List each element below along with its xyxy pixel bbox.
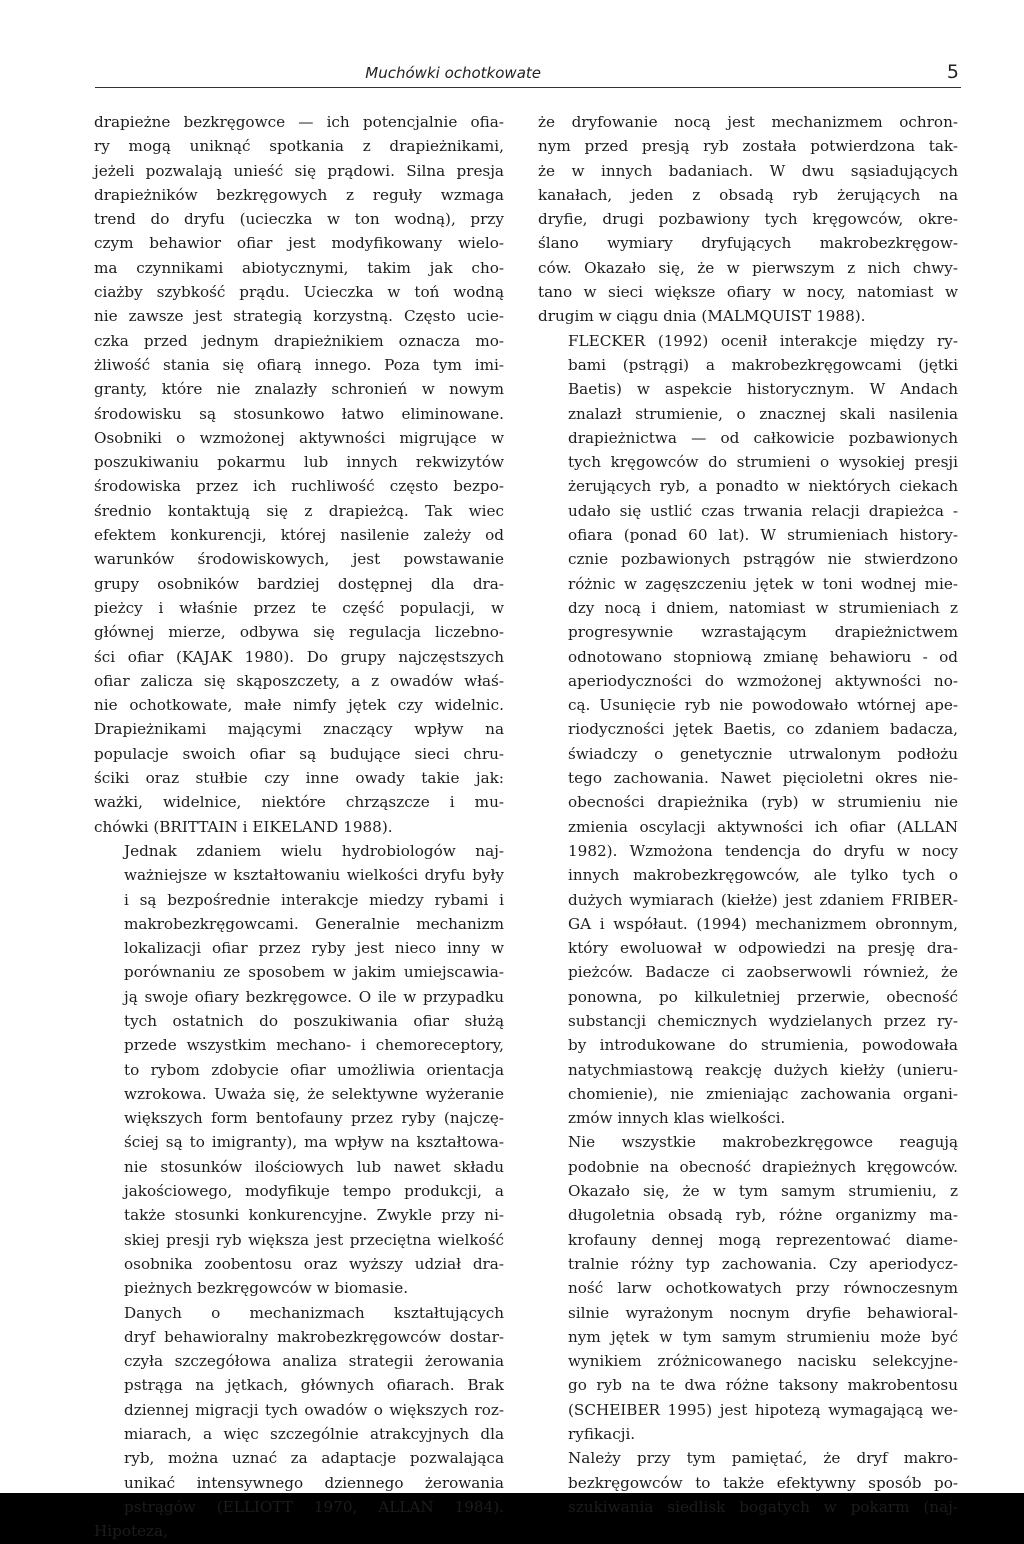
text-line: dużych wymiarach (kiełże) jest zdaniem FRIBER-	[568, 890, 958, 909]
text-line: Należy przy tym pamiętać, że dryf makro-	[568, 1449, 958, 1468]
text-line: tego zachowania. Nawet pięcioletni okres nie-	[568, 769, 958, 788]
text-line: ściej są to imigranty), ma wpływ na kształtowa-	[124, 1133, 504, 1152]
text-line: (SCHEIBER 1995) jest hipotezą wymagającą we-	[568, 1400, 958, 1419]
text-line: makrobezkręgowcami. Generalnie mechanizm	[124, 914, 504, 933]
paragraph	[94, 1301, 504, 1544]
text-line: GA i współaut. (1994) mechanizmem obronnym,	[568, 914, 958, 933]
text-line: znalazł strumienie, o znacznej skali nasilenia	[568, 404, 958, 423]
text-line: ważki, widelnice, niektóre chrząszcze i mu-	[94, 793, 504, 812]
text-line: ofiara (ponad 60 lat). W strumieniach history-	[568, 526, 958, 545]
page-number: 5	[946, 61, 959, 83]
text-line: tralnie różny typ zachowania. Czy aperiodycz-	[568, 1254, 958, 1273]
text-line: 1982). Wzmożona tendencja do dryfu w nocy	[568, 841, 958, 860]
text-line: czyła szczegółowa analiza strategii żerowania	[124, 1352, 504, 1371]
text-line: pieżców. Badacze ci zaobserwowli również, że	[568, 963, 958, 982]
text-line: ców. Okazało się, że w pierwszym z nich chwy-	[538, 258, 958, 277]
text-line: średnio kontaktują się z drapieżcą. Tak wiec	[94, 501, 504, 520]
text-line: FLECKER (1992) ocenił interakcje między ry-	[568, 331, 958, 350]
text-line: kanałach, jeden z obsadą ryb żerujących na	[538, 185, 958, 204]
text-line: ściki oraz stułbie czy inne owady takie jak:	[94, 769, 504, 788]
text-line: odnotowano stopniową zmianę behawioru - od	[568, 647, 958, 666]
text-line: chomienie), nie zmieniając zachowania organi-	[568, 1084, 958, 1103]
text-line: Danych o mechanizmach kształtujących	[124, 1303, 504, 1322]
text-line: że dryfowanie nocą jest mechanizmem ochron-	[538, 113, 958, 131]
text-line: i są bezpośrednie interakcje miedzy rybami i	[124, 890, 504, 909]
text-line: Baetis) w aspekcie historycznym. W Andach	[568, 380, 958, 399]
text-line: ma czynnikami abiotycznymi, takim jak cho-	[94, 258, 504, 277]
text-line: innych makrobezkręgowców, ale tylko tych o	[568, 866, 958, 885]
text-line: efektem konkurencji, której nasilenie zależy od	[94, 526, 504, 545]
text-line: ponowna, po kilkuletniej przerwie, obecność	[568, 987, 958, 1006]
text-line: głównej mierze, odbywa się regulacja liczebno-	[94, 623, 504, 642]
header-rule	[95, 87, 961, 88]
text-line: osobnika zoobentosu oraz wyższy udział dra-	[124, 1254, 504, 1273]
text-line: czka przed jednym drapieżnikiem oznacza mo-	[94, 331, 504, 350]
text-line: przede wszystkim mechano- i chemoreceptory,	[124, 1036, 504, 1055]
text-line: nie zawsze jest strategią korzystną. Często ucie-	[94, 307, 504, 326]
text-line: ślano wymiary dryfujących makrobezkręgow-	[538, 234, 958, 253]
text-line: drugim w ciągu dnia (MALMQUIST 1988).	[538, 307, 866, 326]
text-line: tych kręgowców do strumieni o wysokiej presji	[568, 453, 958, 472]
text-line: bezkręgowców to także efektywny sposób po-	[568, 1473, 958, 1492]
text-line: Okazało się, że w tym samym strumieniu, z	[568, 1182, 958, 1201]
left-column	[94, 110, 504, 1544]
text-line: ważniejsze w kształtowaniu wielkości dryfu były	[124, 866, 504, 885]
text-line: ność larw ochotkowatych przy równoczesnym	[568, 1279, 958, 1298]
text-line: nie ochotkowate, małe nimfy jętek czy widelnic.	[94, 696, 504, 715]
text-line: pieżnych bezkręgowców w biomasie.	[124, 1279, 409, 1298]
text-line: grupy osobników bardziej dostępnej dla dra-	[94, 574, 504, 593]
text-line: drapieżnictwa — od całkowicie pozbawionych	[568, 428, 958, 447]
text-line: poszukiwaniu pokarmu lub innych rekwizytów	[94, 453, 504, 472]
paragraph	[94, 110, 504, 839]
text-line: żliwość stania się ofiarą innego. Poza tym imi-	[94, 355, 504, 374]
text-line: dziennej migracji tych owadów o większych roz-	[124, 1400, 504, 1419]
text-line: pstrąga na jętkach, głównych ofiarach. Brak	[124, 1376, 504, 1395]
text-line: jeżeli pozwalają unieść się prądowi. Silna presja	[94, 161, 504, 180]
text-line: natychmiastową reakcję dużych kiełży (unieru-	[568, 1060, 958, 1079]
text-line: ciażby szybkość prądu. Ucieczka w toń wodną	[94, 283, 504, 302]
text-line: ryfikacji.	[568, 1425, 636, 1444]
text-line: nie stosunków ilościowych lub nawet składu	[124, 1157, 504, 1176]
text-line: pstrągów (ELLIOTT 1970, ALLAN 1984). Hipoteza,	[94, 1497, 504, 1541]
text-line: różnic w zagęszczeniu jętek w toni wodnej mie-	[568, 574, 958, 593]
text-line: zmów innych klas wielkości.	[568, 1109, 786, 1128]
text-line: warunków środowiskowych, jest powstawanie	[94, 550, 504, 569]
text-line: Drapieżnikami mającymi znaczący wpływ na	[94, 720, 504, 739]
text-line: riodyczności jętek Baetis, co zdaniem badacza,	[568, 720, 958, 739]
text-line: dryf behawioralny makrobezkręgowców dostar-	[124, 1327, 504, 1346]
text-line: unikać intensywnego dziennego żerowania	[124, 1473, 504, 1492]
text-line: progresywnie wzrastającym drapieżnictwem	[568, 623, 958, 642]
text-line: szukiwania siedlisk bogatych w pokarm (naj-	[568, 1497, 958, 1516]
text-line: cznie pozbawionych pstrągów nie stwierdzono	[568, 550, 958, 569]
text-line: granty, które nie znalazły schronień w nowym	[94, 380, 504, 399]
text-line: drapieżników bezkręgowych z reguły wzmaga	[94, 185, 504, 204]
text-line: czym behawior ofiar jest modyfikowany wielo-	[94, 234, 504, 253]
text-line: by introdukowane do strumienia, powodowała	[568, 1036, 958, 1055]
paragraph	[94, 839, 504, 1301]
text-line: że w innych badaniach. W dwu sąsiadujących	[538, 161, 958, 180]
paragraph	[538, 329, 958, 1131]
text-line: skiej presji ryb większa jest przeciętna wielkość	[124, 1230, 504, 1249]
text-line: silnie wyrażonym nocnym dryfie behawioral-	[568, 1303, 958, 1322]
text-line: nym jętek w tym samym strumieniu może być	[568, 1327, 958, 1346]
text-line: długoletnia obsadą ryb, różne organizmy ma-	[568, 1206, 958, 1225]
text-line: środowisku są stosunkowo łatwo eliminowane.	[94, 404, 504, 423]
text-line: trend do dryfu (ucieczka w ton wodną), przy	[94, 210, 504, 229]
text-line: nym przed presją ryb została potwierdzona tak-	[538, 137, 958, 156]
text-line: obecności drapieżnika (ryb) w strumieniu nie	[568, 793, 958, 812]
text-line: chówki (BRITTAIN i EIKELAND 1988).	[94, 817, 393, 836]
text-line: Jednak zdaniem wielu hydrobiologów naj-	[124, 841, 504, 860]
text-line: cą. Usunięcie ryb nie powodowało wtórnej ape-	[568, 696, 958, 715]
right-column	[538, 110, 958, 1519]
text-line: ry mogą uniknąć spotkania z drapieżnikami,	[94, 137, 504, 156]
text-line: wzrokowa. Uważa się, że selektywne wyżeranie	[124, 1084, 504, 1103]
text-line: tano w sieci większe ofiary w nocy, natomiast w	[538, 283, 958, 302]
running-title: Muchówki ochotkowate	[365, 64, 541, 82]
text-line: Nie wszystkie makrobezkręgowce reagują	[568, 1133, 958, 1152]
text-line: drapieżne bezkręgowce — ich potencjalnie ofia-	[94, 113, 504, 131]
text-line: go ryb na te dwa różne taksony makrobentosu	[568, 1376, 958, 1395]
text-line: podobnie na obecność drapieżnych kręgowców.	[568, 1157, 958, 1176]
text-line: wynikiem zróżnicowanego nacisku selekcyjne-	[568, 1352, 958, 1371]
text-line: środowiska przez ich ruchliwość często bezpo-	[94, 477, 504, 496]
paragraph	[538, 1446, 958, 1519]
text-line: lokalizacji ofiar przez ryby jest nieco inny w	[124, 939, 504, 958]
text-line: aperiodyczności do wzmożonej aktywności no-	[568, 671, 958, 690]
page-header	[95, 62, 961, 90]
text-line: pieżcy i właśnie przez te część populacji, w	[94, 598, 504, 617]
text-line: tych ostatnich do poszukiwania ofiar służą	[124, 1011, 504, 1030]
text-line: ofiar zalicza się skąposzczety, a z owadów właś-	[94, 671, 504, 690]
text-line: substancji chemicznych wydzielanych przez ry-	[568, 1011, 958, 1030]
text-line: to rybom zdobycie ofiar umożliwia orientacja	[124, 1060, 504, 1079]
text-line: dzy nocą i dniem, natomiast w strumieniach z	[568, 598, 958, 617]
text-line: ryb, można uznać za adaptacje pozwalająca	[124, 1449, 504, 1468]
text-line: bami (pstrągi) a makrobezkręgowcami (jętki	[568, 355, 958, 374]
text-line: świadczy o genetycznie utrwalonym podłożu	[568, 744, 958, 763]
text-line: miarach, a więc szczególnie atrakcyjnych dla	[124, 1425, 504, 1444]
paragraph	[538, 1130, 958, 1446]
text-line: który ewoluował w odpowiedzi na presję dra-	[568, 939, 958, 958]
text-line: udało się ustlić czas trwania relacji drapieżca -	[568, 501, 958, 520]
text-line: także stosunki konkurencyjne. Zwykle przy ni-	[124, 1206, 504, 1225]
text-line: dryfie, drugi pozbawiony tych kręgowców, okre-	[538, 210, 958, 229]
text-line: populacje swoich ofiar są budujące sieci chru-	[94, 744, 504, 763]
text-line: ści ofiar (KAJAK 1980). Do grupy najczęstszych	[94, 647, 504, 666]
text-line: ją swoje ofiary bezkręgowce. O ile w przypadku	[124, 987, 504, 1006]
text-line: zmienia oscylacji aktywności ich ofiar (ALLAN	[568, 817, 958, 836]
paragraph	[538, 110, 958, 329]
text-line: Osobniki o wzmożonej aktywności migrujące w	[94, 428, 504, 447]
text-line: krofauny dennej mogą reprezentować diame-	[568, 1230, 958, 1249]
text-line: żerujących ryb, a ponadto w niektórych ciekach	[568, 477, 958, 496]
text-line: porównaniu ze sposobem w jakim umiejscawia-	[124, 963, 504, 982]
text-line: jakościowego, modyfikuje tempo produkcji, a	[124, 1182, 504, 1201]
text-line: większych form bentofauny przez ryby (najczę-	[124, 1109, 504, 1128]
